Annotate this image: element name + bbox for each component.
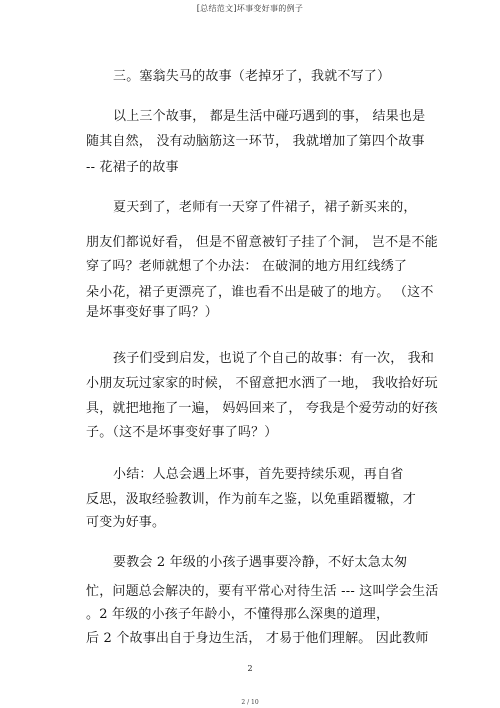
line-para1-3: -- 花裙子的故事 (86, 160, 179, 175)
line-para5-4: 后 2 个故事出自于身边生活， 才易于他们理解。 因此教师 (86, 631, 429, 646)
page-number: 2 (247, 664, 253, 673)
document-header: [总结范文]坏事变好事的例子 (196, 4, 304, 13)
line-para3-1: 孩子们受到启发，也说了个自己的故事：有一次， 我和 (113, 351, 435, 366)
line-summary-2: 反思，汲取经验教训，作为前车之鉴，以免重蹈覆辙，才 (86, 492, 417, 507)
line-para5-1: 要教会 2 年级的小孩子遇事要冷静，不好太急太匆 (113, 555, 408, 570)
line-para2-1: 夏天到了，老师有一天穿了件裙子，裙子新买来的， (113, 200, 417, 215)
line-para5-2: 忙，问题总会解决的，要有平常心对待生活 --- 这叫学会生活 (86, 584, 439, 599)
line-para2-2: 朋友们都说好看， 但是不留意被钉子挂了个洞， 岂不是不能 (86, 235, 438, 250)
line-summary-3: 可变为好事。 (86, 515, 166, 530)
line-para3-3: 具，就把地拖了一遍， 妈妈回来了， 夸我是个爱劳动的好孩 (86, 401, 438, 416)
line-para3-4: 子。（这不是坏事变好事了吗？） (86, 425, 278, 440)
page-footer: 2 / 10 (241, 699, 259, 706)
line-summary-1: 小结：人总会遇上坏事，首先要持续乐观，再自省 (113, 467, 404, 482)
line-para1-2: 随其自然， 没有动脑筋这一环节， 我就增加了第四个故事 (86, 134, 425, 149)
line-para5-3: 。2 年级的小孩子年龄小，不懂得那么深奥的道理， (86, 607, 390, 622)
line-para2-3: 穿了吗？老师就想了个办法： 在破洞的地方用红线绣了 (86, 259, 408, 274)
line-para1-1: 以上三个故事， 都是生活中碰巧遇到的事， 结果也是 (113, 109, 426, 124)
line-para2-4: 朵小花，裙子更漂亮了，谁也看不出是破了的地方。 （这不 (86, 285, 434, 300)
line-para2-5: 是坏事变好事了吗？） (86, 305, 219, 320)
line-para3-2: 小朋友玩过家家的时候， 不留意把水洒了一地， 我收拾好玩 (86, 376, 438, 391)
line-story-3-title: 三。塞翁失马的故事（老掉牙了，我就不写了） (113, 69, 391, 84)
